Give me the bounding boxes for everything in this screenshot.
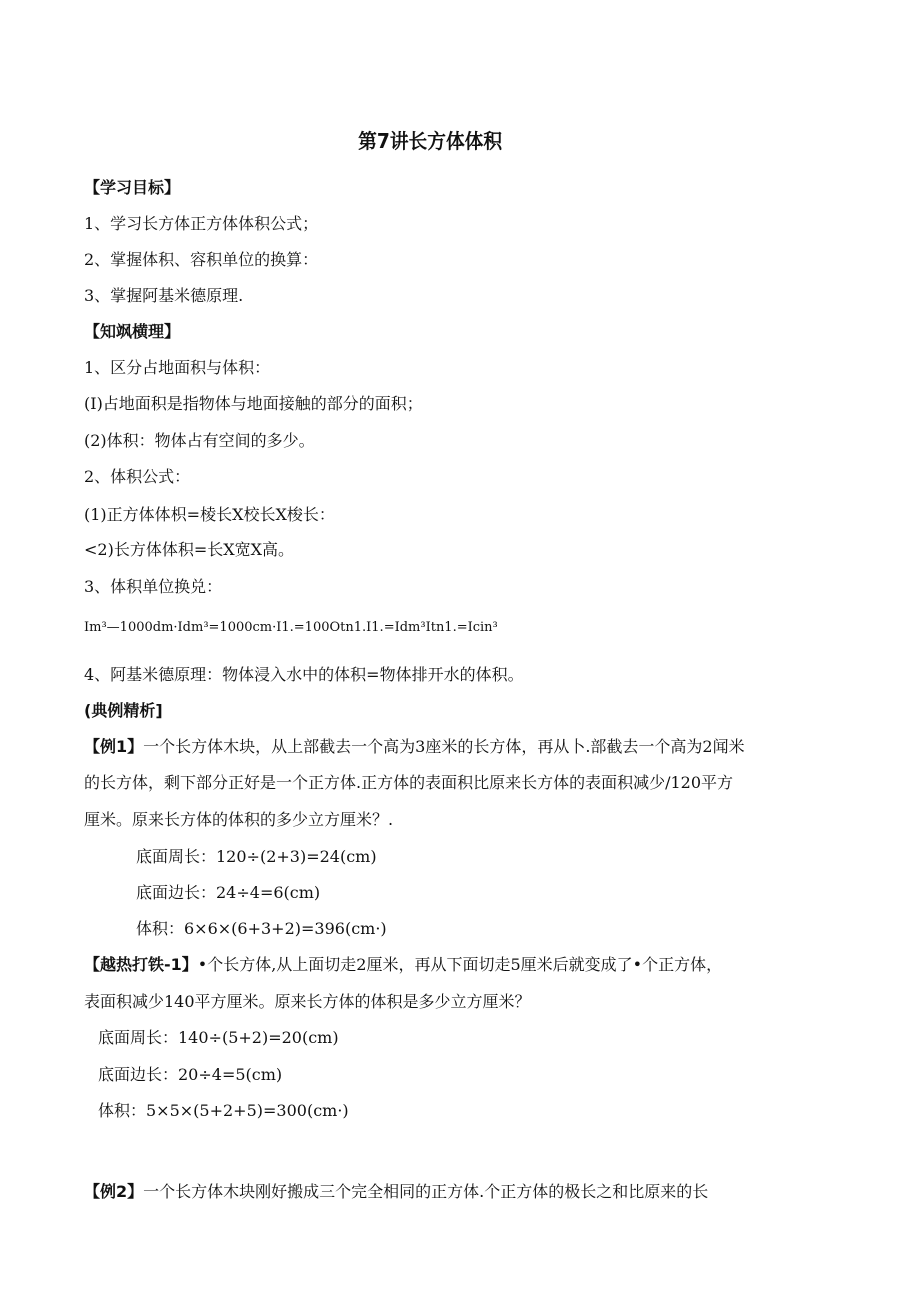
knowledge-heading: 【知飒横理】	[84, 322, 181, 341]
examples-heading: (典例精析]	[84, 701, 163, 720]
knowledge-item: 1、区分占地面积与体积：	[84, 358, 271, 377]
solution-step: 底面边长：20÷4=5(cm)	[98, 1065, 283, 1084]
example-1-tag: 【例1】	[84, 737, 144, 756]
knowledge-item: (1)正方体体枳=棱长X校长X梭长：	[84, 505, 335, 524]
example-1-text: 的长方体，剩下部分正好是一个正方体.正方体的表面积比原来长方体的表面积减少/120平方	[84, 773, 734, 792]
knowledge-item: <2)长方体体积=长X宽X高。	[84, 540, 295, 559]
practice-1-line	[84, 955, 722, 975]
knowledge-item: 2、体积公式：	[84, 467, 191, 486]
unit-conversion-line: Im³—1000dm·Idm³=1000cm·I1.=100Otn1.I1.=Idm³Itn1.=Icin³	[84, 620, 498, 635]
example-2-text: 一个长方体木块刚好搬成三个完全相同的正方体.个正方体的极长之和比原来的长	[143, 1182, 709, 1201]
objective-item: 1、学习长方体正方体体积公式；	[84, 214, 319, 233]
solution-step: 体积：5×5×(5+2+5)=300(cm·)	[98, 1101, 349, 1120]
example-1-line	[84, 737, 745, 757]
example-1-text: 厘米。原来长方体的体积的多少立方厘米？.	[84, 810, 394, 829]
objectives-heading: 【学习目标】	[84, 178, 181, 197]
example-2-line	[84, 1182, 708, 1202]
page-title: 第7讲长方体体积	[358, 129, 503, 153]
practice-1-text: 表面积减少140平方厘米。原来长方体的体积是多少立方厘米？	[84, 992, 531, 1011]
example-1-text: 一个长方体木块，从上部截去一个高为3座米的长方体，再从卜.部截去一个高为2闻米	[143, 737, 745, 756]
objective-item: 3、掌握阿基米德原理.	[84, 286, 244, 305]
practice-1-text: •个长方体,从上面切走2厘米，再从下面切走5厘米后就变成了•个正方体，	[197, 955, 723, 974]
solution-step: 体积：6×6×(6+3+2)=396(cm·)	[136, 919, 387, 938]
knowledge-item: (2)体积：物体占有空间的多少。	[84, 431, 315, 450]
knowledge-item: (I)占地面积是指物体与地面接触的部分的面积；	[84, 394, 423, 413]
knowledge-item: 3、体积单位换兑：	[84, 577, 223, 596]
knowledge-item: 4、阿基米德原理：物体浸入水中的体积=物体排开水的体积。	[84, 665, 524, 684]
practice-1-tag: 【越热打铁-1】	[84, 955, 198, 974]
objective-item: 2、掌握体积、容积单位的换算：	[84, 250, 319, 269]
solution-step: 底面边长：24÷4=6(cm)	[136, 883, 321, 902]
solution-step: 底面周长：140÷(5+2)=20(cm)	[98, 1028, 339, 1047]
solution-step: 底面周长：120÷(2+3)=24(cm)	[136, 847, 377, 866]
example-2-tag: 【例2】	[84, 1182, 144, 1201]
